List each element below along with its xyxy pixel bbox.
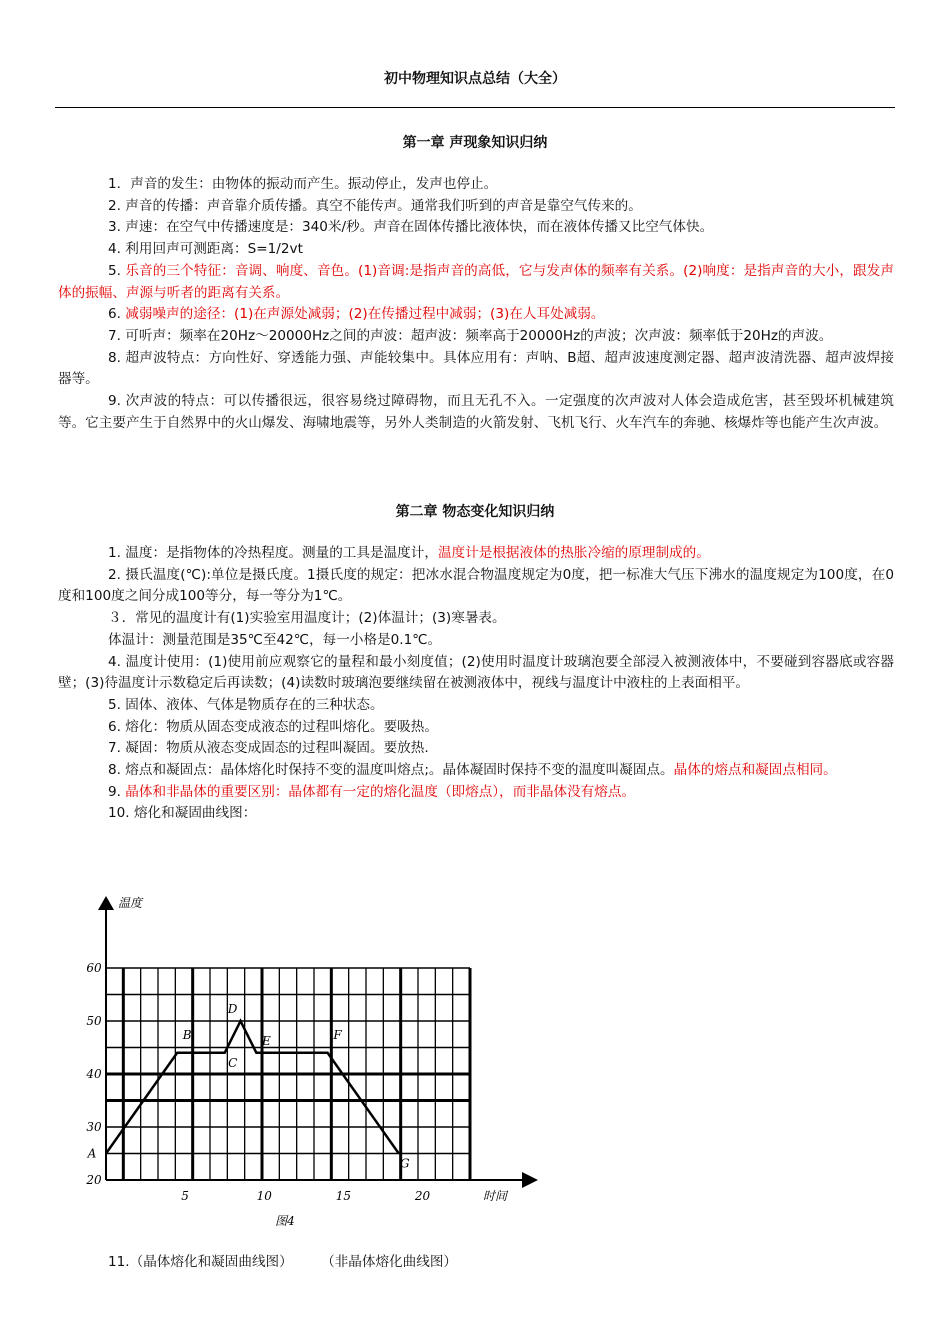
point-label-b: B bbox=[182, 1027, 192, 1042]
point-label-c: C bbox=[228, 1055, 238, 1070]
list-item bbox=[58, 217, 894, 239]
point-label-f: F bbox=[333, 1027, 342, 1042]
item-highlight: 温度计是根据液体的热胀冷缩的原理制成的。 bbox=[437, 545, 710, 561]
series-line bbox=[106, 1021, 399, 1154]
x-tick-label: 20 bbox=[414, 1189, 431, 1203]
y-axis-arrow-icon bbox=[98, 896, 114, 910]
point-label-a: A bbox=[87, 1146, 97, 1161]
item-text: 8. 熔点和凝固点：晶体熔化时保持不变的温度叫熔点;。晶体凝固时保持不变的温度叫凝固点。 bbox=[108, 762, 674, 779]
item-highlight: 乐音的三个特征：音调、响度、音色。(1)音调:是指声音的高低，它与发声体的频率有关系。(2)响度：是指声音的大小，跟发声体的振幅、声源与听者的距离有关系。 bbox=[58, 262, 894, 301]
item-highlight: 减弱噪声的途径：(1)在声源处减弱；(2)在传播过程中减弱；(3)在人耳处减弱。 bbox=[125, 306, 605, 323]
list-item bbox=[58, 196, 894, 218]
list-item bbox=[58, 565, 894, 608]
point-label-d: D bbox=[227, 1002, 238, 1016]
amorphous-curve-caption: （非晶体熔化曲线图） bbox=[321, 1254, 458, 1270]
item-text: 7. 可听声：频率在20Hz～20000Hz之间的声波：超声波：频率高于20000Hz的声波；次声波：频率低于20Hz的声波。 bbox=[108, 327, 833, 344]
item-text: 4. 利用回声可测距离：S=1/2vt bbox=[108, 241, 303, 258]
y-axis-label: 温度 bbox=[118, 896, 143, 910]
item-text: 1. 温度：是指物体的冷热程度。测量的工具是温度计， bbox=[108, 545, 438, 561]
item-text: 4. 温度计使用：(1)使用前应观察它的量程和最小刻度值；(2)使用时温度计玻璃泡要全部浸入被测液体中，不要碰到容器底或容器壁；(3)待温度计示数稳定后再读数；(4)读数时玻璃泡要继续留在被测液体中，视线与温度计中液柱的上表面相平。 bbox=[58, 653, 894, 692]
item-text: 2. 声音的传播：声音靠介质传播。真空不能传声。通常我们听到的声音是靠空气传来的。 bbox=[108, 197, 642, 214]
x-tick-label: 10 bbox=[256, 1189, 272, 1203]
item-text: ３．常见的温度计有(1)实验室用温度计；(2)体温计；(3)寒暑表。 bbox=[108, 610, 506, 627]
x-axis-arrow-icon bbox=[522, 1172, 538, 1188]
chapter-1-body bbox=[58, 174, 894, 434]
item-text: 9. 次声波的特点：可以传播很远，很容易绕过障碍物，而且无孔不入。一定强度的次声波对人体会造成危害，甚至毁坏机械建筑等。它主要产生于自然界中的火山爆发、海啸地震等，另外人类制造的火箭发射、飞机飞行、火车汽车的奔驰、核爆炸等也能产生次声波。 bbox=[58, 393, 894, 431]
melting-curve-chart bbox=[70, 880, 550, 1240]
list-item bbox=[58, 782, 894, 804]
item-text: 7. 凝固：物质从液态变成固态的过程叫凝固。要放热. bbox=[108, 740, 429, 757]
list-item bbox=[58, 717, 894, 739]
list-item bbox=[58, 760, 894, 782]
list-item bbox=[58, 695, 894, 717]
item-text: 6. bbox=[108, 306, 126, 323]
item-text: 3. 声速：在空气中传播速度是：340米/秒。声音在固体传播比液体快，而在液体传播又比空气体快。 bbox=[108, 219, 714, 236]
item-text: 体温计：测量范围是35℃至42℃，每一小格是0.1℃。 bbox=[108, 631, 442, 648]
chapter-2-title: 第二章 物态变化知识归纳 bbox=[395, 504, 555, 520]
chapter-1-title: 第一章 声现象知识归纳 bbox=[402, 135, 548, 151]
list-item bbox=[58, 608, 894, 630]
item-highlight: 晶体的熔点和凝固点相同。 bbox=[673, 762, 837, 779]
list-item bbox=[58, 239, 894, 261]
crystal-curve-caption: 11.（晶体熔化和凝固曲线图） bbox=[108, 1254, 293, 1270]
item-text: 5. 固体、液体、气体是物质存在的三种状态。 bbox=[108, 696, 384, 713]
y-tick-label: 50 bbox=[86, 1014, 102, 1028]
list-item bbox=[58, 652, 894, 695]
list-item bbox=[58, 738, 894, 760]
y-tick-label: 60 bbox=[86, 961, 102, 975]
chart-caption: 图4 bbox=[275, 1214, 295, 1228]
x-axis-label: 时间 bbox=[482, 1189, 508, 1203]
item-text: 5. bbox=[108, 262, 126, 279]
header-divider bbox=[55, 107, 895, 108]
y-tick-label: 40 bbox=[86, 1067, 102, 1081]
list-item bbox=[58, 261, 894, 304]
x-tick-label: 15 bbox=[335, 1189, 352, 1203]
y-tick-label: 30 bbox=[86, 1120, 102, 1134]
y-tick-label: 20 bbox=[86, 1173, 102, 1187]
chapter-2-body bbox=[58, 543, 894, 825]
list-item bbox=[58, 803, 894, 825]
point-label-e: E bbox=[261, 1033, 271, 1048]
item-text: 9. bbox=[108, 783, 126, 800]
list-item bbox=[58, 391, 894, 434]
item-text: 1．声音的发生：由物体的振动而产生。振动停止，发声也停止。 bbox=[108, 176, 498, 192]
item-text: 8. 超声波特点：方向性好、穿透能力强、声能较集中。具体应用有：声呐、B超、超声波速度测定器、超声波清洗器、超声波焊接器等。 bbox=[58, 349, 894, 388]
item-text: 6. 熔化：物质从固态变成液态的过程叫熔化。要吸热。 bbox=[108, 718, 438, 735]
list-item bbox=[58, 543, 894, 565]
item-text: 2. 摄氏温度(℃):单位是摄氏度。1摄氏度的规定：把冰水混合物温度规定为0度，把一标准大气压下沸水的温度规定为100度，在0度和100度之间分成100等分，每一等分为1℃。 bbox=[58, 566, 894, 605]
item-highlight: 晶体和非晶体的重要区别：晶体都有一定的熔化温度（即熔点），而非晶体没有熔点。 bbox=[125, 783, 636, 800]
item-text: 10. 熔化和凝固曲线图： bbox=[108, 805, 257, 822]
list-item bbox=[58, 326, 894, 348]
x-tick-label: 5 bbox=[181, 1189, 189, 1203]
list-item bbox=[58, 304, 894, 326]
list-item bbox=[58, 174, 894, 196]
list-item bbox=[58, 348, 894, 391]
point-label-g: G bbox=[399, 1156, 410, 1171]
list-item bbox=[58, 630, 894, 652]
document-title: 初中物理知识点总结（大全） bbox=[384, 71, 566, 87]
footer-line bbox=[108, 1250, 481, 1270]
